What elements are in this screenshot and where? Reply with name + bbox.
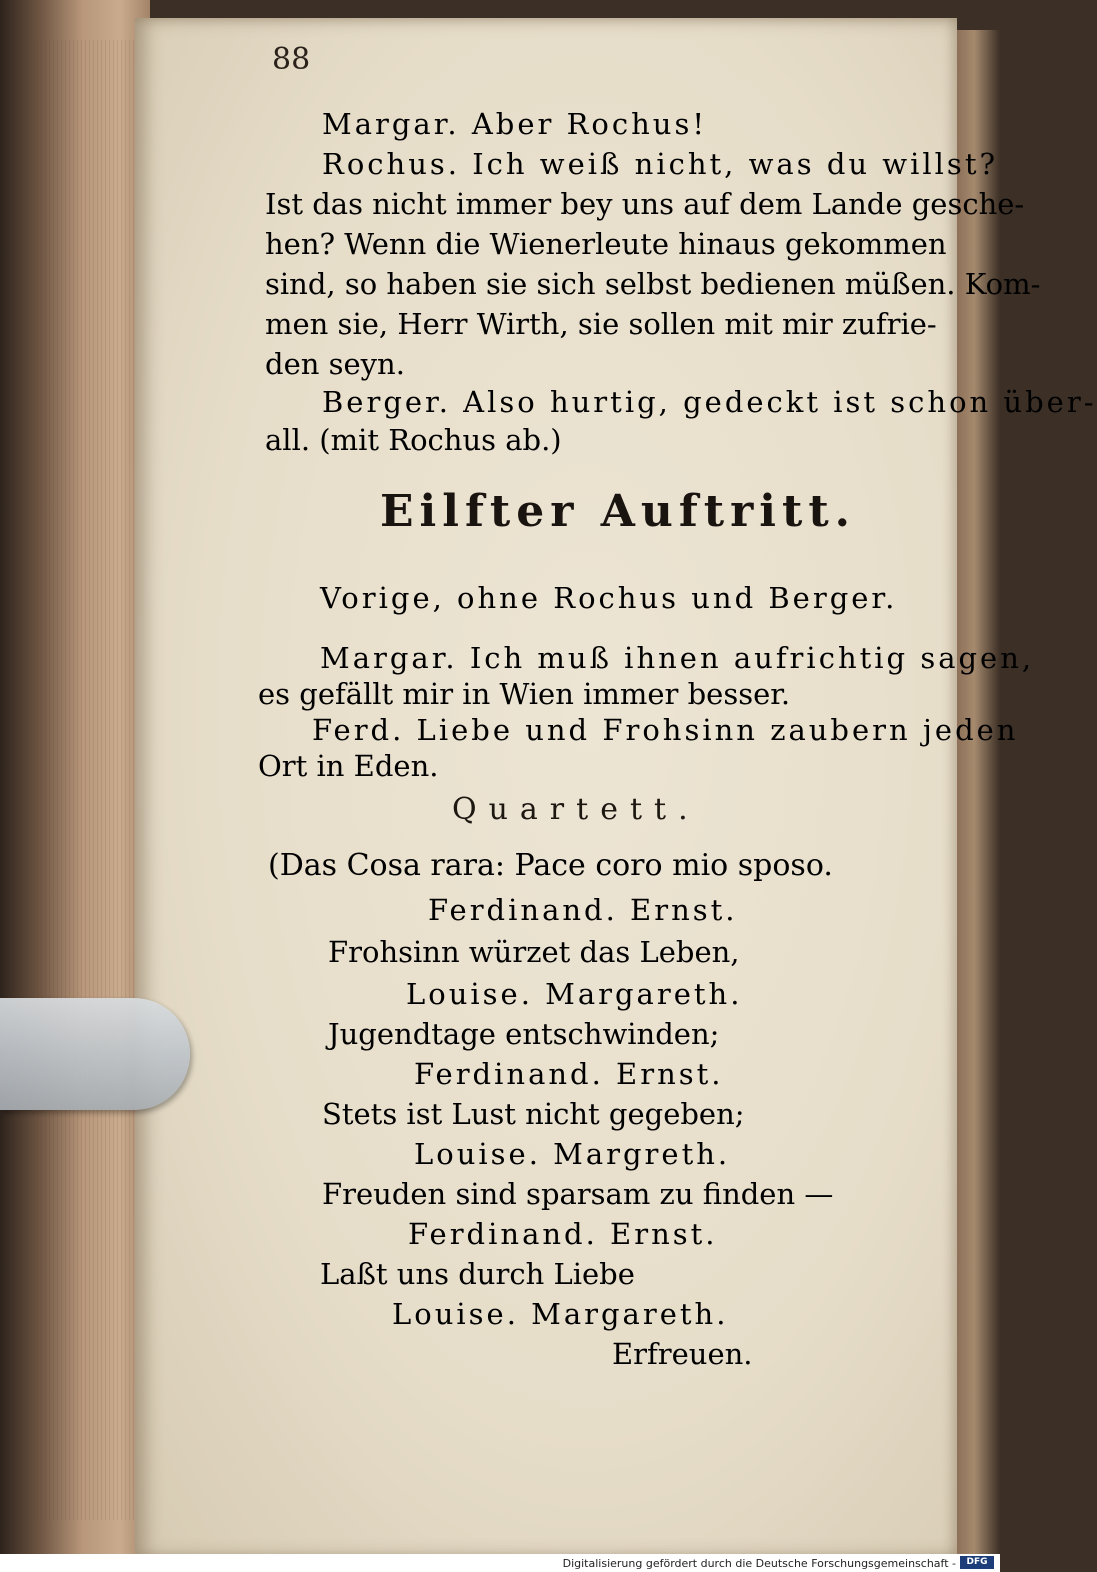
text-line: Frohsinn würzet das Leben, bbox=[328, 935, 740, 969]
text-line: Berger. Also hurtig, gedeckt ist schon über- bbox=[322, 385, 1097, 419]
text-line: (Das Cosa rara: Pace coro mio sposo. bbox=[268, 848, 833, 883]
text-line: Ferdinand. Ernst. bbox=[414, 1057, 724, 1091]
dfg-logo-icon: DFG bbox=[960, 1556, 994, 1569]
text-line: Ferd. Liebe und Frohsinn zaubern jeden bbox=[312, 713, 1019, 747]
text-line: es gefällt mir in Wien immer besser. bbox=[258, 677, 791, 711]
facing-page-edge bbox=[957, 30, 1000, 1555]
text-line: Louise. Margareth. bbox=[406, 977, 743, 1011]
text-line: Ist das nicht immer bey uns auf dem Lande gesche- bbox=[265, 187, 1025, 221]
page-stack-lines bbox=[30, 40, 145, 1520]
text-line: Rochus. Ich weiß nicht, was du willst? bbox=[322, 147, 999, 181]
text-line: Laßt uns durch Liebe bbox=[320, 1257, 635, 1291]
text-line: Ort in Eden. bbox=[258, 749, 439, 783]
text-line: all. (mit Rochus ab.) bbox=[265, 423, 562, 457]
text-line: Ferdinand. Ernst. bbox=[428, 893, 738, 927]
text-line: Louise. Margreth. bbox=[414, 1137, 731, 1171]
text-line: hen? Wenn die Wienerleute hinaus gekommen bbox=[265, 227, 947, 261]
text-line: Ferdinand. Ernst. bbox=[408, 1217, 718, 1251]
text-line: Erfreuen. bbox=[612, 1337, 753, 1371]
text-line: Freuden sind sparsam zu finden — bbox=[322, 1177, 834, 1211]
clip-bookmark bbox=[0, 998, 190, 1110]
page-number: 88 bbox=[272, 42, 311, 77]
scene-heading: Eilfter Auftritt. bbox=[380, 486, 856, 537]
text-line: Stets ist Lust nicht gegeben; bbox=[322, 1097, 745, 1131]
footer-credit: Digitalisierung gefördert durch die Deutsche Forschungsgemeinschaft - bbox=[562, 1557, 956, 1570]
text-line: den seyn. bbox=[265, 347, 405, 381]
text-line: Margar. Ich muß ihnen aufrichtig sagen, bbox=[320, 641, 1035, 675]
text-line: Jugendtage entschwinden; bbox=[328, 1017, 720, 1051]
text-line: Vorige, ohne Rochus und Berger. bbox=[320, 581, 898, 615]
text-line: Louise. Margareth. bbox=[392, 1297, 729, 1331]
text-line: men sie, Herr Wirth, sie sollen mit mir zufrie- bbox=[265, 307, 937, 341]
text-line: sind, so haben sie sich selbst bedienen müßen. Kom- bbox=[265, 267, 1041, 301]
text-line: Margar. Aber Rochus! bbox=[322, 107, 707, 141]
quartet-heading: Quartett. bbox=[452, 792, 700, 827]
